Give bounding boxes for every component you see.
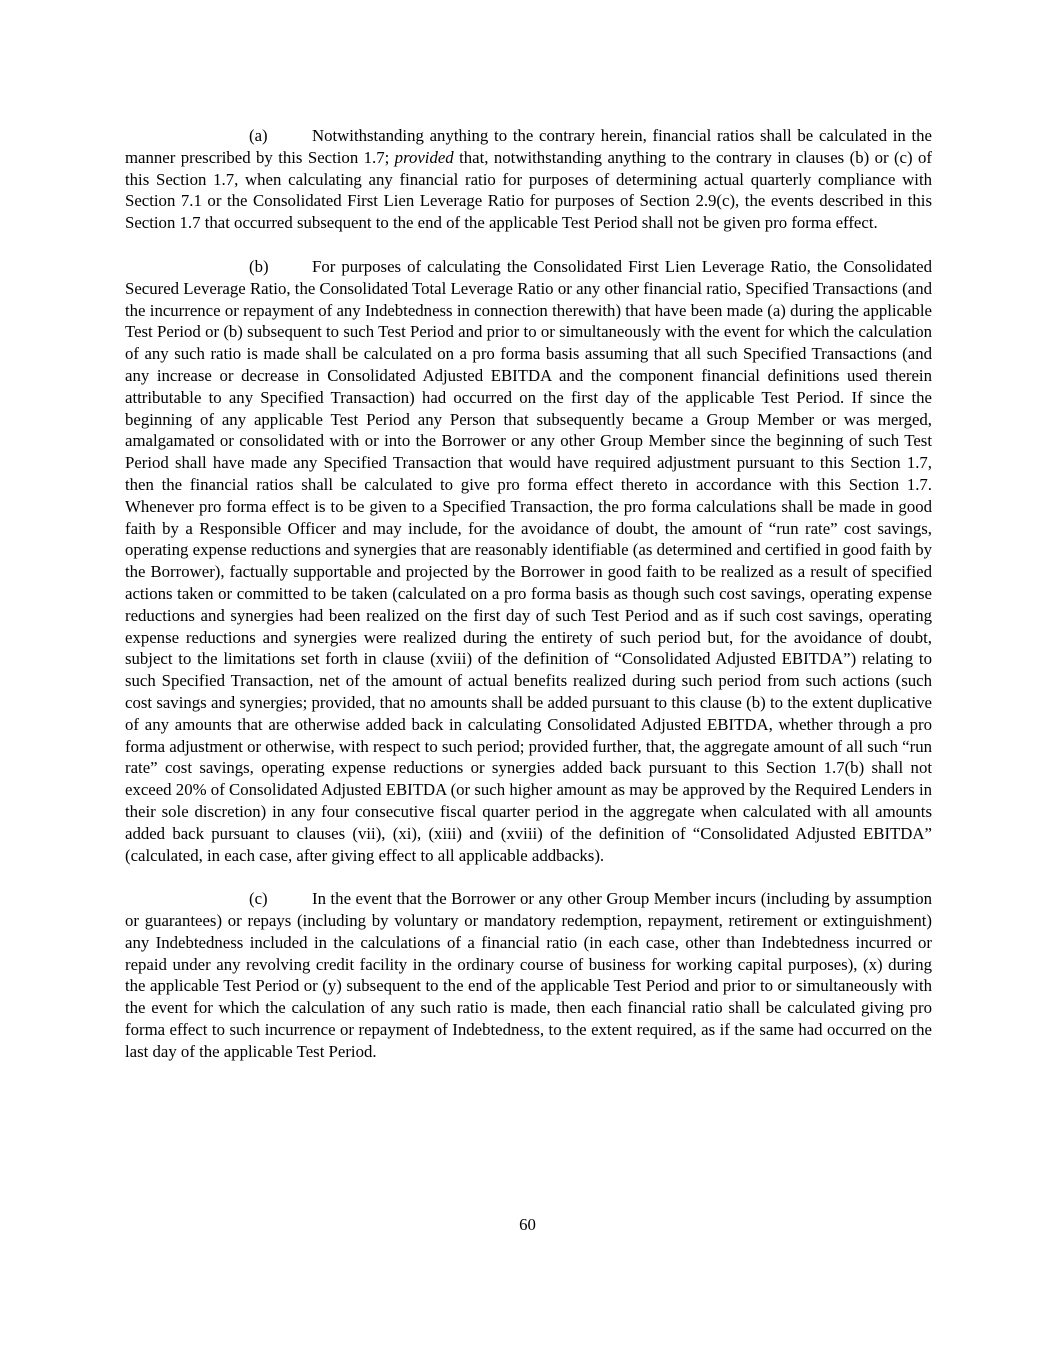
paragraph-text: In the event that the Borrower or any other Group Member incurs (including by assumption or guarantees) or repays (including by voluntary or mandatory redemption, repayment, retirement or extinguishment) any Indebtedness included in the calculations of a financial ratio (in each case, other than Indebtedness incurred or repaid under any revolving credit facility in the ordinary course of business for working capital purposes), (x) during the applicable Test Period or (y) subsequent to the end of the applicable Test Period and prior to or simultaneously with the event for which the calculation of any such ratio is made, then each financial ratio shall be calculated giving pro forma effect to such incurrence or repayment of Indebtedness, to the extent required, as if the same had occurred on the last day of the applicable Test Period. xyxy=(125,889,932,1061)
paragraph-text: For purposes of calculating the Consolidated First Lien Leverage Ratio, the Consolidated Secured Leverage Ratio, the Consolidated Total Leverage Ratio or any other financial ratio, Specified Transactions (and the incurrence or repayment of any Indebtedness in connection therewith) that have been made (a) during the applicable Test Period or (b) subsequent to such Test Period and prior to or simultaneously with the event for which the calculation of any such ratio is made shall be calculated on a pro forma basis assuming that all such Specified Transactions (and any increase or decrease in Consolidated Adjusted EBITDA and the component financial definitions used therein attributable to any Specified Transaction) had occurred on the first day of the applicable Test Period. If since the beginning of any applicable Test Period any Person that subsequently became a Group Member or was merged, amalgamated or consolidated with or into the Borrower or any other Group Member since the beginning of such Test Period shall have made any Specified Transaction that would have required adjustment pursuant to this Section 1.7, then the financial ratios shall be calculated to give pro forma effect thereto in accordance with this Section 1.7. Whenever pro forma effect is to be given to a Specified Transaction, the pro forma calculations shall be made in good faith by a Responsible Officer and may include, for the avoidance of doubt, the amount of “run rate” cost savings, operating expense reductions and synergies that are reasonably identifiable (as determined and certified in good faith by the Borrower), factually supportable and projected by the Borrower in good faith to be realized as a result of specified actions taken or committed to be taken (calculated on a pro forma basis as though such cost savings, operating expense reductions and synergies had been realized on the first day of such Test Period and as if such cost savings, operating expense reductions and synergies were realized during the entirety of such period but, for the avoidance of doubt, subject to the limitations set forth in clause (xviii) of the definition of “Consolidated Adjusted EBITDA”) relating to such Specified Transaction, net of the amount of actual benefits realized during such period from such actions (such cost savings and synergies; provided, that no amounts shall be added pursuant to this clause (b) to the extent duplicative of any amounts that are otherwise added back in calculating Consolidated Adjusted EBITDA, whether through a pro forma adjustment or otherwise, with respect to such period; provided further, that, the aggregate amount of all such “run rate” cost savings, operating expense reductions or synergies added back pursuant to this Section 1.7(b) shall not exceed 20% of Consolidated Adjusted EBITDA (or such higher amount as may be approved by the Required Lenders in their sole discretion) in any four consecutive fiscal quarter period in the aggregate when calculated with all amounts added back pursuant to clauses (vii), (xi), (xiii) and (xviii) of the definition of “Consolidated Adjusted EBITDA” (calculated, in each case, after giving effect to all applicable addbacks). xyxy=(125,256,932,865)
paragraph-text: Notwithstanding anything to the contrary herein, financial ratios shall be calculated in the manner prescribed by this Section 1.7; xyxy=(125,126,932,167)
page-number: 60 xyxy=(519,1215,536,1234)
paragraph-a xyxy=(125,125,932,234)
document-body xyxy=(125,125,932,1063)
paragraph-c xyxy=(125,888,932,1062)
paragraph-b xyxy=(125,256,932,866)
paragraph-emphasis: provided xyxy=(394,147,454,167)
paragraph-marker: (a) xyxy=(249,126,268,145)
paragraph-marker: (b) xyxy=(249,256,269,276)
paragraph-marker: (c) xyxy=(249,889,268,909)
paragraph-text: that, notwithstanding anything to the contrary in clauses (b) or (c) of this Section 1.7, when calculating any financial ratio for purposes of determining actual quarterly compliance with Section 7.1 or the Consolidated First Lien Leverage Ratio for purposes of Section 2.9(c), the events described in this Section 1.7 that occurred subsequent to the end of the applicable Test Period shall not be given pro forma effect. xyxy=(125,147,932,233)
